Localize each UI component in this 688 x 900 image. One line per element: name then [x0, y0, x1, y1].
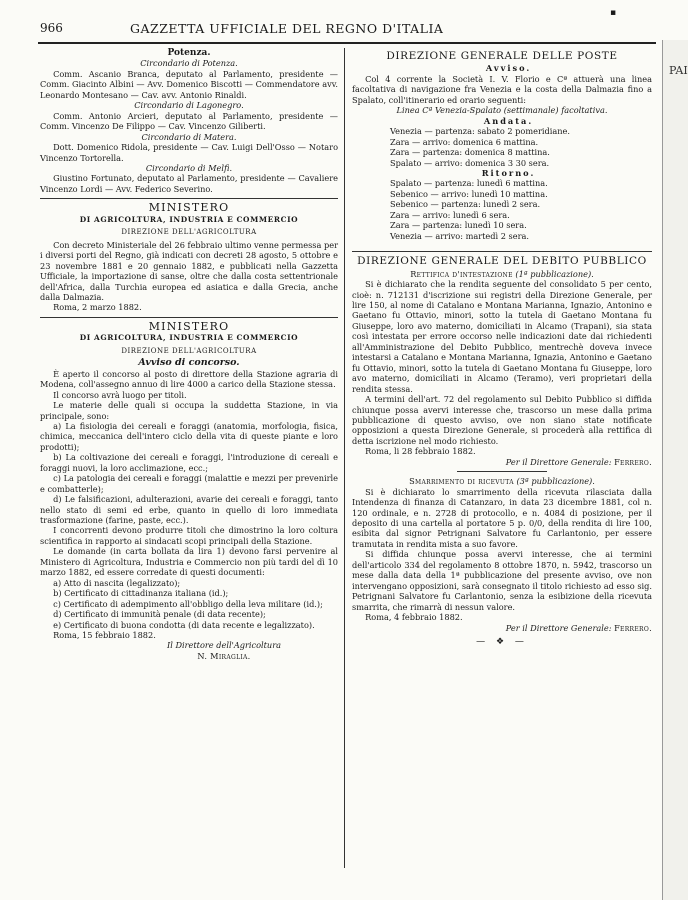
subject-item: b) La coltivazione dei cereali e foraggi, l'introduzione di cereali e foraggi nuovi, la loro acclimazione, ecc.;	[40, 452, 338, 473]
direzione-heading: DIREZIONE DELL'AGRICOLTURA	[121, 228, 257, 237]
ritorno-label: Ritorno.	[481, 167, 536, 178]
adjacent-page-fragment	[662, 40, 688, 900]
commission-members: Dott. Domenico Ridola, presidente — Cav. Luigi Dell'Osso — Notaro Vincenzo Tortorella.	[40, 142, 338, 163]
left-column	[40, 48, 338, 661]
concorso-paragraph: È aperto il concorso al posto di direttore della Stazione agraria di Modena, coll'assegno annuo di lire 4000 a carico della Stazione stessa.	[40, 368, 338, 390]
smarrimento-heading	[352, 476, 652, 486]
schedule-line: Venezia — partenza: sabato 2 pomeridiane.	[390, 126, 570, 137]
direzione-heading: DIREZIONE DELL'AGRICOLTURA	[121, 346, 257, 355]
signature-name: Ferrero.	[614, 622, 652, 633]
signature-name: N. Miraglia.	[197, 650, 251, 661]
smarrimento-publication: (3ª pubblicazione).	[516, 476, 595, 487]
schedule-line: Sebenico — partenza: lunedì 2 sera.	[390, 199, 541, 210]
end-ornament: — ❖ —	[476, 637, 528, 648]
document-item: e) Certificato di buona condotta (di data recente e legalizzato).	[53, 619, 315, 630]
section-rule	[457, 471, 547, 472]
poste-body: Col 4 corrente la Società I. V. Florio e Cª attuerà una linea facoltativa di navigazione fra Venezia e la costa della Dalmazia fino a Spalato, coll'itinerario ed orario seguenti:	[352, 73, 652, 105]
poste-avviso-label: Avviso.	[485, 63, 532, 74]
signature-role: Per il Direttore Generale:	[505, 622, 612, 633]
subject-item: d) Le falsificazioni, adulterazioni, avarie dei cereali e foraggi, tanto nello stato di semi ed erbe, quanto in quello di loro immediata trasformazione (farine, paste, ecc.).	[40, 494, 338, 526]
concorso-paragraph: Il concorso avrà luogo per titoli.	[53, 389, 187, 400]
smarrimento-date: Roma, 4 febbraio 1882.	[365, 612, 463, 623]
subject-item: a) La fisiologia dei cereali e foraggi (anatomia, morfologia, fisica, chimica, meccanica dell'intero ciclo della vita di queste piante e loro prodotti);	[40, 420, 338, 452]
poste-title: DIREZIONE GENERALE DELLE POSTE	[386, 50, 618, 62]
signature-role: Il Direttore dell'Agricoltura	[166, 640, 282, 651]
smarrimento-paragraph: Si diffida chiunque possa avervi interesse, che ai termini dell'articolo 334 del regolamento 8 ottobre 1870, n. 5942, trascorso un mese dalla data della 1ª pubblicazione del presente avviso, ove non intervengano opposizioni, sarà consegnato il titolo richiesto ad esso sig. Petrignani Salvatore fu Carlantonio, senza la esibizione della ricevuta smarrita, che rimarrà di nessun valore.	[352, 549, 652, 612]
potenza-title: Potenza.	[167, 48, 211, 58]
avviso-concorso-title: Avviso di concorso.	[138, 357, 240, 369]
concorso-paragraph: I concorrenti devono produrre titoli che dimostrino la loro coltura scientifica in rapporto ai sindacati scopi principali della Stazione.	[40, 525, 338, 546]
schedule-line: Spalato — arrivo: domenica 3 30 sera.	[390, 157, 550, 168]
smarrimento-label: Smarrimento di ricevuta	[409, 476, 514, 487]
schedule-line: Spalato — partenza: lunedì 6 mattina.	[390, 178, 548, 189]
schedule-line: Sebenico — arrivo: lunedì 10 mattina.	[390, 188, 548, 199]
smarrimento-paragraph: Si è dichiarato lo smarrimento della ricevuta rilasciata dalla Intendenza di finanza di Catanzaro, in data 23 dicembre 1881, col n. 120 ordinale, e n. 2728 di protocollo, e n. 4084 di posizione, per il deposito di una cartella al portatore 5 p. 0/0, della rendita di lire 100, esibita dal signor Petrignani Salvatore fu Carlantonio, per essere tramutata in rendita mista a suo favore.	[352, 486, 652, 549]
linea-heading: Linea Cª Venezia-Spalato (settimanale) facoltativa.	[396, 105, 608, 116]
decree-body: Con decreto Ministeriale del 26 febbraio ultimo venne permessa per i diversi porti del Regno, già indicati con decreti 28 agosto, 5 ottobre e 23 novembre 1881 e 20 gennaio 1882, e pubblicati nella Gazzetta Ufficiale, la importazione di sanse, oltre che dalla costa settentrionale dell'Africa, dalla Turchia europea ed asiatica e dalla Grecia, anche dalla Dalmazia.	[40, 239, 338, 302]
header-rule	[38, 42, 656, 44]
commission-members: Comm. Ascanio Branca, deputato al Parlamento, presidente — Comm. Giacinto Albini — Avv. Domenico Biscotti — Commendatore avv. Leonardo Montesano — Cav. avv. Antonio Rinaldi.	[40, 68, 338, 100]
concorso-paragraph: Le materie delle quali si occupa la suddetta Stazione, in via principale, sono:	[40, 400, 338, 421]
circondario-heading: Circondario di Matera.	[141, 131, 237, 142]
signature-role: Per il Direttore Generale:	[505, 456, 612, 467]
schedule-line: Venezia — arrivo: martedì 2 sera.	[390, 230, 529, 241]
section-rule	[40, 317, 338, 318]
signature-line	[352, 457, 652, 467]
signature-line	[352, 623, 652, 633]
section-rule	[352, 251, 652, 252]
rettifica-date: Roma, li 28 febbraio 1882.	[365, 446, 476, 457]
decree-date: Roma, 2 marzo 1882.	[53, 302, 142, 313]
commission-members: Giustino Fortunato, deputato al Parlamento, presidente — Cavaliere Vincenzo Lordi — Avv. Federico Severino.	[40, 173, 338, 194]
running-head-title: GAZZETTA UFFICIALE DEL REGNO D'ITALIA	[130, 21, 444, 36]
schedule-line: Zara — arrivo: domenica 6 mattina.	[390, 136, 539, 147]
rettifica-paragraph: Si è dichiarato che la rendita seguente del consolidato 5 per cento, cioè: n. 712131 d'iscrizione sui registri della Direzione Generale, per lire 150, al nome di Catalano e Montana Marianna, Ignazio, Antonino e Gaetano fu Ottavio, minori, sotto la tutela di Gaetano Montana fu Giuseppe, loro avo materno, domiciliati in Alcamo (Trapani), sia stata così intestata per errore occorso nelle indicazioni date dai richiedenti all'Amministrazione del Debito Pubblico, mentrechè doveva invece intestarsi a Catalano e Montana Marianna, Ignazia, Antonino e Gaetano fu Ottavio, minori, sotto la tutela di Gaetano Montana fu Giuseppe, loro avo materno, domiciliati in Alcamo (Teramo), veri proprietari della rendita stessa.	[352, 279, 652, 394]
circondario-heading: Circondario di Melfi.	[145, 162, 233, 173]
document-item: b) Certificato di cittadinanza italiana (id.);	[53, 588, 229, 599]
schedule-line: Zara — arrivo: lunedì 6 sera.	[390, 209, 510, 220]
commission-members: Comm. Antonio Arcieri, deputato al Parlamento, presidente — Comm. Vincenzo De Filippo — Cav. Vincenzo Giliberti.	[40, 110, 338, 132]
rettifica-heading	[352, 269, 652, 279]
document-item: c) Certificato di adempimento all'obbligo della leva militare (id.);	[53, 598, 323, 609]
rettifica-paragraph: A termini dell'art. 72 del regolamento sul Debito Pubblico si diffida chiunque possa avervi interesse che, trascorso un mese dalla prima pubblicazione di questo avviso, ove non siano state notificate opposizioni a questa Direzione Generale, si procederà alla rettifica di detta iscrizione nel modo richiesto.	[352, 394, 652, 446]
rettifica-label: Rettifica d'intestazione	[410, 268, 513, 279]
document-item: d) Certificato di immunità penale (di data recente);	[53, 609, 266, 620]
signature-name: Ferrero.	[614, 456, 652, 467]
concorso-paragraph: Le domande (in carta bollata da lira 1) devono farsi pervenire al Ministero di Agricoltura, Industria e Commercio non più tardi del dì 10 marzo 1882, ed essere corredate di questi documenti:	[40, 546, 338, 578]
concorso-date: Roma, 15 febbraio 1882.	[53, 630, 156, 641]
circondario-heading: Circondario di Lagonegro.	[134, 100, 244, 111]
circondario-heading: Circondario di Potenza.	[140, 58, 238, 69]
schedule-line: Zara — partenza: lunedì 10 sera.	[390, 220, 527, 231]
right-column	[352, 48, 652, 647]
column-rule	[344, 48, 345, 868]
ministry-title: MINISTERO	[148, 201, 230, 215]
debito-title: DIREZIONE GENERALE DEL DEBITO PUBBLICO	[357, 255, 647, 268]
section-rule	[40, 198, 338, 199]
ministry-title: MINISTERO	[148, 319, 230, 333]
subject-item: c) La patologia dei cereali e foraggi (malattie e mezzi per prevenirle e combatterle);	[40, 473, 338, 494]
rettifica-publication: (1ª pubblicazione).	[515, 268, 594, 279]
corner-mark: ▪	[610, 8, 617, 18]
ministry-subtitle: DI AGRICOLTURA, INDUSTRIA E COMMERCIO	[79, 214, 299, 224]
andata-label: Andata.	[483, 115, 534, 126]
page-number: 966	[40, 21, 63, 35]
document-item: a) Atto di nascita (legalizzato);	[53, 577, 181, 588]
adjacent-page-text: PAI	[669, 64, 688, 77]
ministry-subtitle: DI AGRICOLTURA, INDUSTRIA E COMMERCIO	[79, 333, 299, 343]
schedule-line: Zara — partenza: domenica 8 mattina.	[390, 147, 550, 158]
